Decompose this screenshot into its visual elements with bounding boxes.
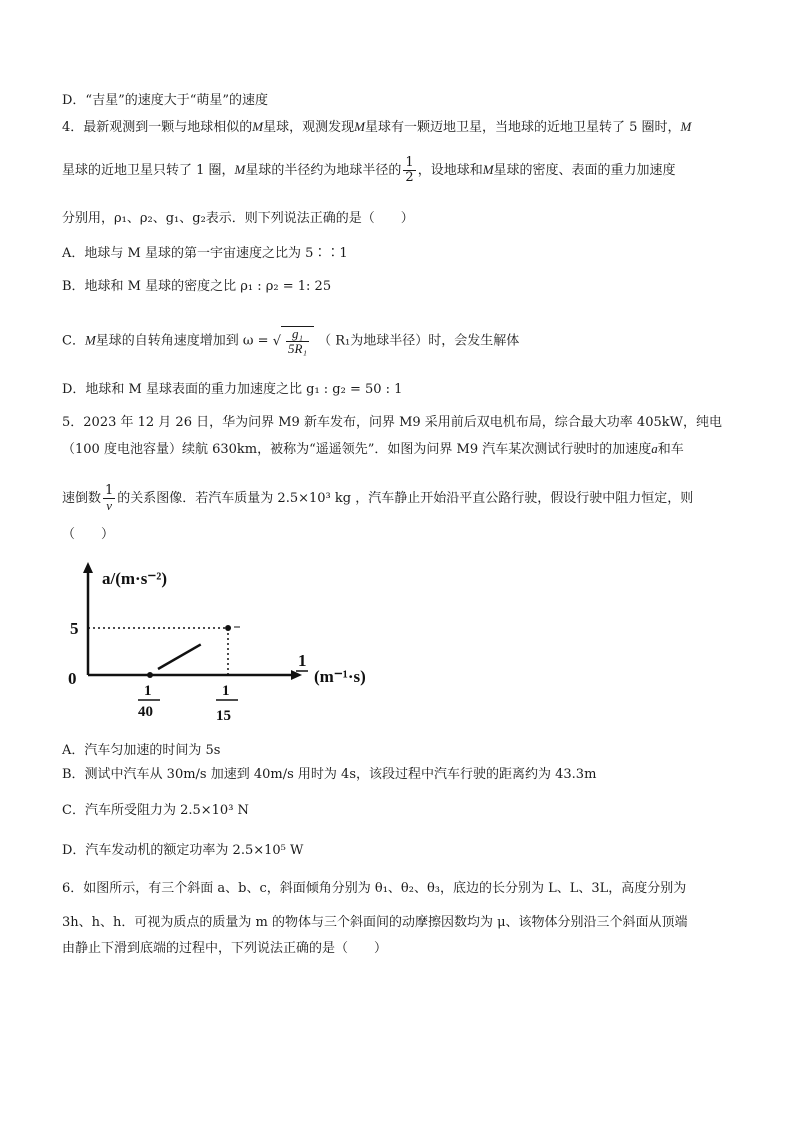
q5-option-c: C．汽车所受阻力为 2.5×10³ N (62, 803, 249, 818)
q5-line-1: 5．2023 年 12 月 26 日，华为问界 M9 新车发布，问界 M9 采用前后双电机布局，综合最大功率 405kW，纯电 (62, 415, 722, 430)
q4-option-b: B．地球和 M 星球的密度之比 ρ₁ : ρ₂ = 1: 25 (62, 279, 332, 294)
q6-line-2: 3h、h、h．可视为质点的质量为 m 的物体与三个斜面间的动摩擦因数均为 μ、该物体分别沿三个斜面从顶端 (62, 915, 688, 930)
q5-option-d: D．汽车发动机的额定功率为 2.5×10⁵ W (62, 843, 304, 858)
q5-line-2: （100 度电池容量）续航 630km，被称为“遥遥领先”．如图为问界 M9 汽车某次测试行驶时的加速度a和车 (62, 441, 684, 457)
acceleration-vs-inverse-velocity-chart (62, 560, 392, 725)
q5-option-b: B．测试中汽车从 30m/s 加速到 40m/s 用时为 4s，该段过程中汽车行驶的距离约为 43.3m (62, 767, 597, 782)
q4-line-2: 星球的近地卫星只转了 1 圈，M星球的半径约为地球半径的 $\frac{1}{2}$ ，设地球和M星球的密度、表面的重力加速度 (62, 155, 676, 185)
q5-option-a: A．汽车匀加速的时间为 5s (62, 743, 221, 758)
q4-line-3: 分别用，ρ₁、ρ₂、g₁、g₂表示．则下列说法正确的是（ ） (62, 211, 414, 226)
q4-line-1: 4．最新观测到一颗与地球相似的M星球，观测发现M星球有一颗迈地卫星，当地球的近地卫星转了 5 圈时，M (62, 119, 692, 135)
data-point-end (225, 625, 231, 631)
q6-line-3: 由静止下滑到底端的过程中，下列说法正确的是（ ） (62, 941, 388, 956)
data-line-segment (158, 644, 201, 669)
q5-line-4: （ ） (62, 527, 115, 542)
x-tick-2-den: 15 (216, 708, 231, 724)
q4-option-a: A．地球与 M 星球的第一宇宙速度之比为 5∶∶1 (62, 246, 348, 261)
q5-line-3: 速倒数 $\frac{1}{v}$ 的关系图像．若汽车质量为 2.5×10³ kg ，汽车静止开始沿平直公路行驶，假设行驶中阻力恒定，则 (62, 483, 694, 513)
x-axis-label-num: 1 (298, 651, 307, 670)
y-tick-5: 5 (70, 619, 79, 638)
fraction-half: $\frac{1}{2}$ (405, 155, 414, 185)
x-axis-label-unit: (m⁻¹·s) (314, 667, 366, 686)
origin-label: 0 (68, 669, 77, 688)
y-axis-arrow (83, 562, 93, 573)
q4-option-d: D．地球和 M 星球表面的重力加速度之比 g₁ : g₂ = 50 : 1 (62, 382, 403, 397)
q4-option-c: C．M星球的自转角速度增加到 ω = √ $\frac{\text{g₁}}{\text{5R₁}}$ （ R₁为地球半径）时，会发生解体 (62, 326, 520, 356)
fraction-1-over-v: $\frac{1}{v}$ (105, 483, 114, 513)
x-tick-1-num: 1 (144, 683, 152, 699)
x-tick-1-den: 40 (138, 704, 153, 720)
sqrt-expression: √ $\frac{\text{g₁}}{\text{5R₁}}$ (273, 326, 314, 356)
q3-option-d: D．“吉星”的速度大于“萌星”的速度 (62, 93, 269, 108)
y-axis-label: a/(m·s⁻²) (102, 569, 168, 588)
x-tick-2-num: 1 (222, 683, 230, 699)
data-point-start (147, 672, 153, 678)
q6-line-1: 6．如图所示，有三个斜面 a、b、c，斜面倾角分别为 θ₁、θ₂、θ₃，底边的长分别为 L、L、3L，高度分别为 (62, 881, 687, 896)
